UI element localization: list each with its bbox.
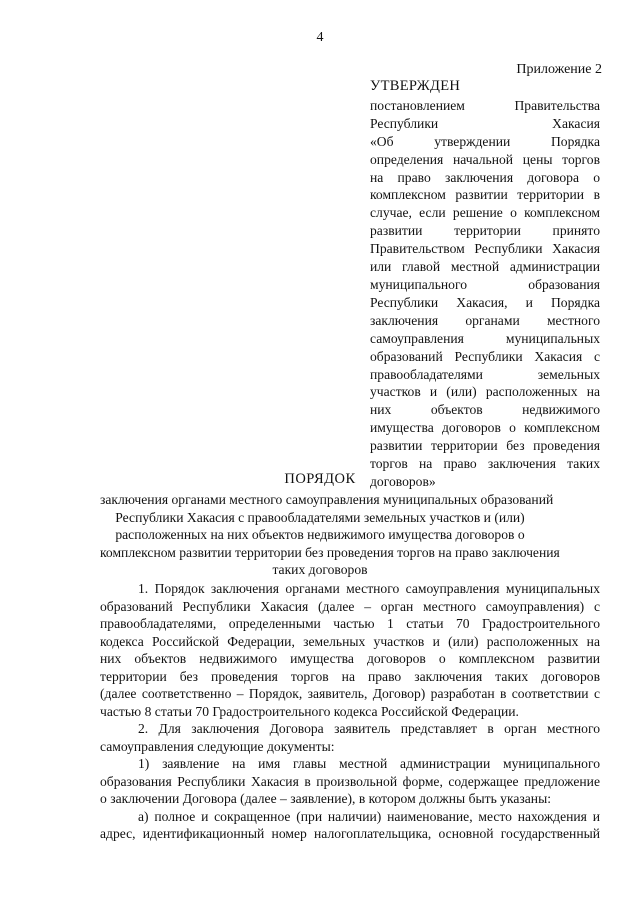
paragraph-line: них объектов недвижимого имущества договоров о комплексном развитии bbox=[100, 651, 600, 666]
approval-heading: УТВЕРЖДЕН bbox=[370, 78, 461, 94]
subtitle-line: таких договоров bbox=[272, 562, 368, 578]
paragraph-line: самоуправления следующие документы: bbox=[100, 738, 335, 754]
subtitle-line: расположенных на них объектов недвижимого имущества договоров о bbox=[115, 527, 525, 543]
approval-line: развитии территории принято bbox=[370, 223, 600, 239]
approval-line: Республики Хакасия, и Порядка bbox=[370, 294, 600, 310]
body-text bbox=[100, 580, 600, 843]
approval-line: них объектов недвижимого bbox=[370, 402, 600, 418]
approval-line: муниципального образования bbox=[370, 276, 600, 292]
paragraph-line: образований Республики Хакасия (далее – орган местного самоуправления) с bbox=[100, 598, 600, 614]
approval-line: на право заключения договора о bbox=[370, 169, 600, 185]
approval-line: постановлением Правительства bbox=[370, 97, 600, 113]
subtitle-line: заключения органами местного самоуправления муниципальных образований bbox=[100, 492, 554, 507]
approval-line: образований Республики Хакасия с bbox=[370, 348, 600, 364]
page-number: 4 bbox=[316, 30, 324, 45]
paragraph-line: образования Республики Хакасия в произвольной форме, содержащее предложение bbox=[100, 773, 600, 789]
approval-line: договоров» bbox=[370, 473, 436, 489]
paragraph-line: о заключении Договора (далее – заявление), в котором должны быть указаны: bbox=[100, 791, 551, 806]
approval-line: Республики Хакасия bbox=[370, 115, 600, 131]
approval-line: случае, если решение о комплексном bbox=[370, 205, 600, 221]
approval-line: имущества договоров о комплексном bbox=[370, 420, 600, 436]
paragraph-line: адрес, идентификационный номер налогоплательщика, основной государственный bbox=[100, 826, 600, 841]
paragraph-line: правообладателями, определенными частью 1 статьи 70 Градостроительного bbox=[100, 616, 600, 631]
approval-line: определения начальной цены торгов bbox=[370, 151, 600, 167]
paragraph-line: 1. Порядок заключения органами местного самоуправления муниципальных bbox=[138, 581, 600, 596]
subtitle-line: Республики Хакасия с правообладателями земельных участков и (или) bbox=[115, 509, 525, 525]
approval-line: «Об утверждении Порядка bbox=[370, 133, 600, 149]
paragraph-line: территории без проведения торгов на право заключения таких договоров bbox=[100, 668, 600, 684]
appendix-label: Приложение 2 bbox=[516, 62, 602, 77]
approval-block bbox=[370, 78, 600, 491]
paragraph-line: 2. Для заключения Договора заявитель представляет в орган местного bbox=[138, 721, 600, 736]
approval-line: или главой местной администрации bbox=[370, 259, 600, 275]
approval-line: участков и (или) расположенных на bbox=[370, 384, 600, 400]
document-title: ПОРЯДОК bbox=[284, 471, 356, 487]
approval-line: заключения органами местного bbox=[370, 312, 600, 328]
paragraph-3 bbox=[100, 755, 600, 808]
approval-line: самоуправления муниципальных bbox=[370, 330, 600, 346]
subtitle-line: комплексном развитии территории без проведения торгов на право заключения bbox=[100, 544, 560, 560]
approval-line: правообладателями земельных bbox=[370, 366, 600, 382]
paragraph-line: (далее соответственно – Порядок, заявитель, Договор) разработан в соответствии с bbox=[100, 686, 600, 701]
approval-line: торгов на право заключения таких bbox=[370, 456, 600, 472]
paragraph-line: кодекса Российской Федерации, земельных участков и (или) расположенных на bbox=[100, 633, 600, 649]
approval-line: развитии территории без проведения bbox=[370, 438, 600, 454]
document-subtitle bbox=[100, 491, 560, 579]
paragraph-2 bbox=[100, 720, 600, 755]
paragraph-line: частью 8 статьи 70 Градостроительного кодекса Российской Федерации. bbox=[100, 703, 519, 719]
paragraph-1 bbox=[100, 580, 600, 720]
paragraph-line: 1) заявление на имя главы местной администрации муниципального bbox=[138, 756, 600, 771]
paragraph-line: а) полное и сокращенное (при наличии) наименование, место нахождения и bbox=[138, 808, 600, 824]
approval-line: комплексном развитии территории в bbox=[370, 187, 600, 203]
paragraph-4 bbox=[100, 808, 600, 843]
approval-line: Правительством Республики Хакасия bbox=[370, 241, 600, 257]
